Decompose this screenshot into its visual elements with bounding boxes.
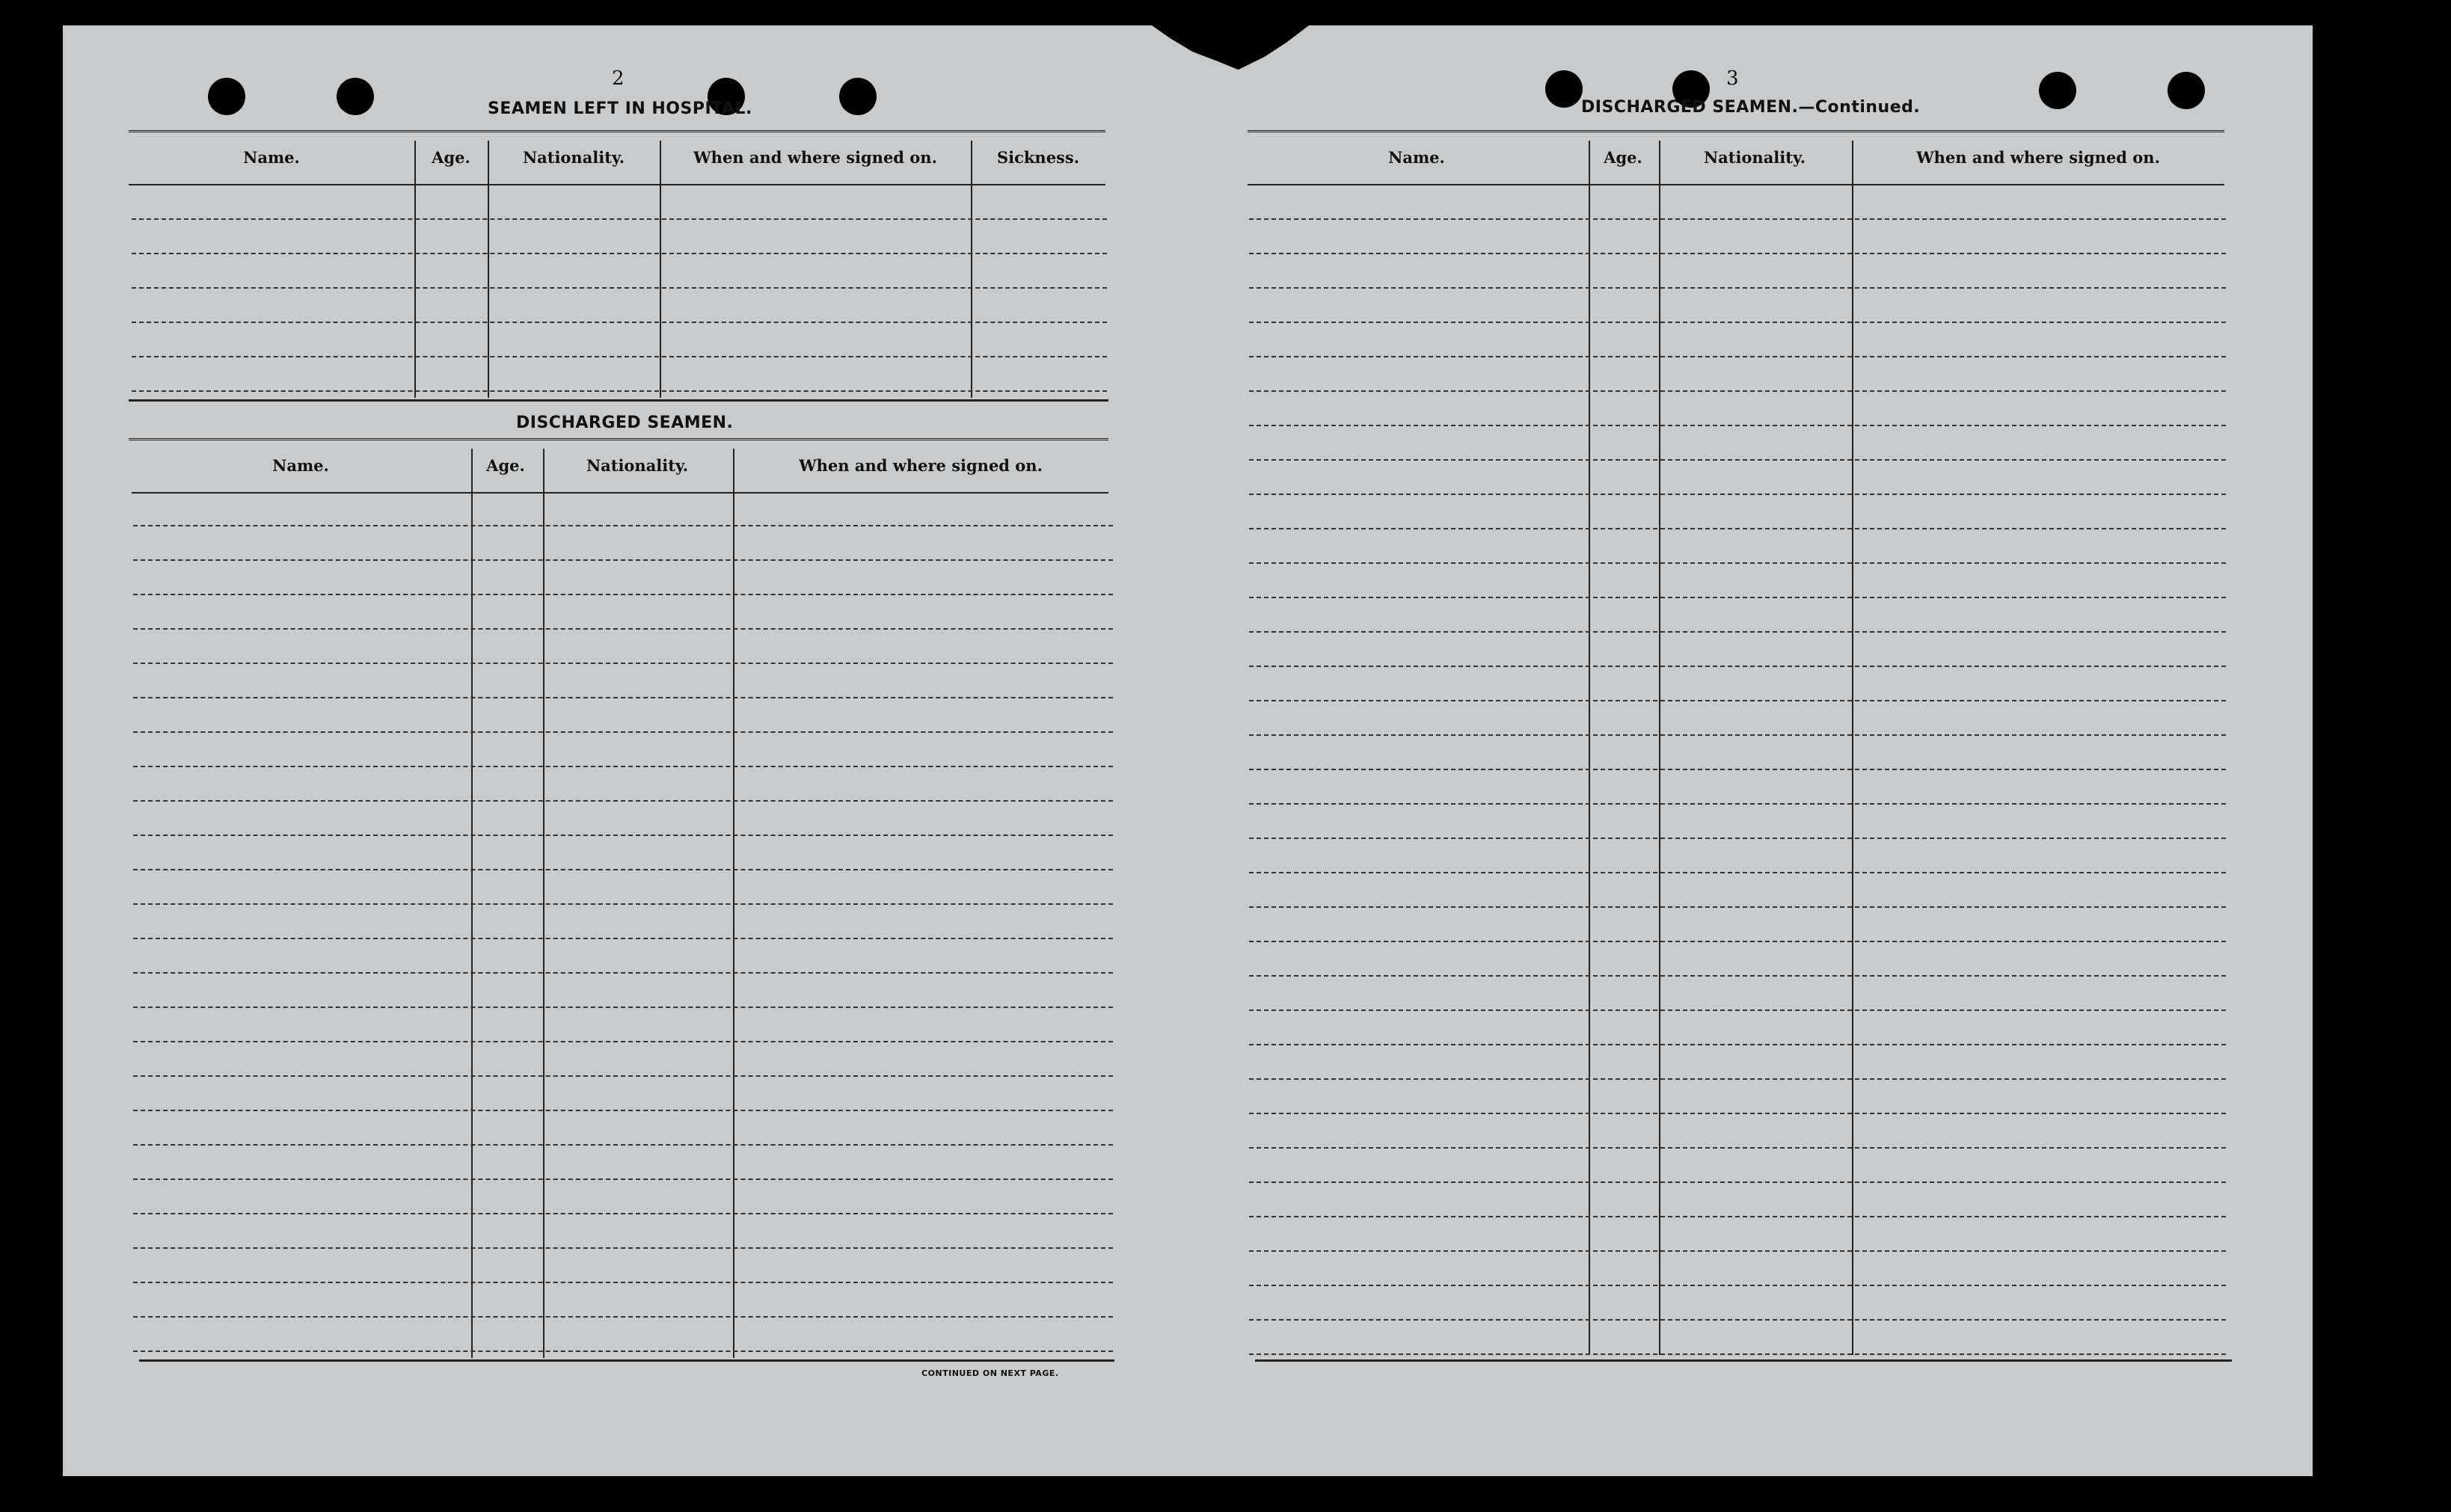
- entry-line: [1249, 906, 2226, 908]
- binder-hole: [1545, 70, 1583, 108]
- entry-line: [1249, 1147, 2226, 1149]
- entry-line: [133, 1144, 1113, 1146]
- entry-line: [1249, 838, 2226, 839]
- entry-line: [1249, 425, 2226, 426]
- entry-line: [1249, 975, 2226, 977]
- entry-line: [133, 1075, 1113, 1077]
- entry-line: [1249, 872, 2226, 873]
- entry-line: [1249, 700, 2226, 701]
- entry-line: [132, 218, 1107, 220]
- entry-line: [1249, 1285, 2226, 1286]
- entry-line: [133, 938, 1113, 939]
- entry-line: [1249, 1181, 2226, 1183]
- column-divider: [660, 141, 661, 398]
- entry-line: [1249, 390, 2226, 392]
- entry-line: [1249, 941, 2226, 942]
- binder-hole: [839, 78, 877, 115]
- entry-line: [1249, 666, 2226, 667]
- entry-line: [133, 766, 1113, 767]
- entry-line: [133, 869, 1113, 870]
- entry-line: [133, 731, 1113, 733]
- entry-line: [133, 1247, 1113, 1249]
- entry-line: [133, 1110, 1113, 1111]
- hospital-header-rule: [129, 184, 1105, 185]
- entry-line: [1249, 734, 2226, 736]
- entry-line: [1249, 631, 2226, 633]
- entry-line: [132, 390, 1107, 392]
- col-header-sickness: Sickness.: [996, 148, 1080, 167]
- entry-line: [133, 525, 1113, 526]
- entry-line: [132, 356, 1107, 357]
- discharged-top-rule: [129, 438, 1108, 443]
- entry-line: [133, 1350, 1113, 1352]
- col-header-name: Name.: [272, 456, 329, 475]
- binder-hole: [337, 78, 374, 115]
- entry-line: [1249, 803, 2226, 805]
- entry-line: [133, 559, 1113, 561]
- col-header-signed-on: When and where signed on.: [693, 148, 937, 167]
- col-header-age: Age.: [1604, 148, 1642, 167]
- continued-note: CONTINUED ON NEXT PAGE.: [921, 1368, 1059, 1378]
- hospital-bottom-rule: [129, 399, 1108, 402]
- col-header-nationality: Nationality.: [586, 456, 689, 475]
- entry-line: [1249, 459, 2226, 461]
- entry-line: [133, 1316, 1113, 1318]
- entry-line: [133, 903, 1113, 905]
- continued-top-rule: [1248, 130, 2224, 135]
- entry-line: [133, 697, 1113, 698]
- entry-line: [1249, 1078, 2226, 1080]
- entry-line: [132, 287, 1107, 289]
- col-header-signed-on: When and where signed on.: [799, 456, 1043, 475]
- entry-line: [1249, 1319, 2226, 1321]
- entry-line: [133, 1282, 1113, 1283]
- column-divider: [488, 141, 489, 398]
- entry-line: [1249, 287, 2226, 289]
- entry-line: [1249, 769, 2226, 770]
- hospital-section-title: SEAMEN LEFT IN HOSPITAL.: [488, 99, 752, 118]
- col-header-age: Age.: [432, 148, 470, 167]
- col-header-name: Name.: [1388, 148, 1445, 167]
- entry-line: [1249, 322, 2226, 323]
- entry-line: [1249, 1216, 2226, 1217]
- discharged-continued-title: DISCHARGED SEAMEN.—Continued.: [1581, 98, 1921, 117]
- binder-hole: [2039, 72, 2076, 109]
- discharged-bottom-rule: [139, 1359, 1114, 1362]
- entry-line: [133, 800, 1113, 802]
- entry-line: [133, 1178, 1113, 1180]
- discharged-header-rule: [132, 492, 1108, 494]
- discharged-section-title: DISCHARGED SEAMEN.: [516, 414, 734, 432]
- page-number: 3: [1726, 67, 1739, 90]
- ledger-sheet: [63, 25, 2313, 1476]
- entry-line: [1249, 1009, 2226, 1011]
- entry-line: [1249, 597, 2226, 598]
- binder-hole: [2168, 72, 2205, 109]
- entry-line: [1249, 562, 2226, 564]
- col-header-nationality: Nationality.: [1703, 148, 1806, 167]
- entry-line: [132, 322, 1107, 323]
- entry-line: [1249, 1113, 2226, 1114]
- entry-line: [1249, 528, 2226, 529]
- entry-line: [1249, 494, 2226, 495]
- col-header-name: Name.: [243, 148, 300, 167]
- col-header-nationality: Nationality.: [522, 148, 625, 167]
- entry-line: [133, 663, 1113, 664]
- entry-line: [133, 594, 1113, 595]
- entry-line: [133, 1007, 1113, 1008]
- hospital-top-rule: [129, 130, 1105, 135]
- entry-line: [1249, 1044, 2226, 1045]
- page-number: 2: [612, 67, 625, 90]
- entry-line: [133, 628, 1113, 630]
- entry-line: [133, 1041, 1113, 1042]
- entry-line: [133, 835, 1113, 836]
- binder-hole: [208, 78, 245, 115]
- col-header-age: Age.: [486, 456, 525, 475]
- column-divider: [414, 141, 416, 398]
- continued-bottom-rule: [1255, 1359, 2232, 1362]
- entry-line: [1249, 253, 2226, 254]
- entry-line: [1249, 1250, 2226, 1252]
- col-header-signed-on: When and where signed on.: [1916, 148, 2160, 167]
- continued-header-rule: [1248, 184, 2224, 185]
- entry-line: [1249, 1353, 2226, 1355]
- entry-line: [1249, 218, 2226, 220]
- entry-line: [133, 972, 1113, 974]
- entry-line: [1249, 356, 2226, 357]
- entry-line: [132, 253, 1107, 254]
- entry-line: [133, 1213, 1113, 1214]
- column-divider: [971, 141, 972, 398]
